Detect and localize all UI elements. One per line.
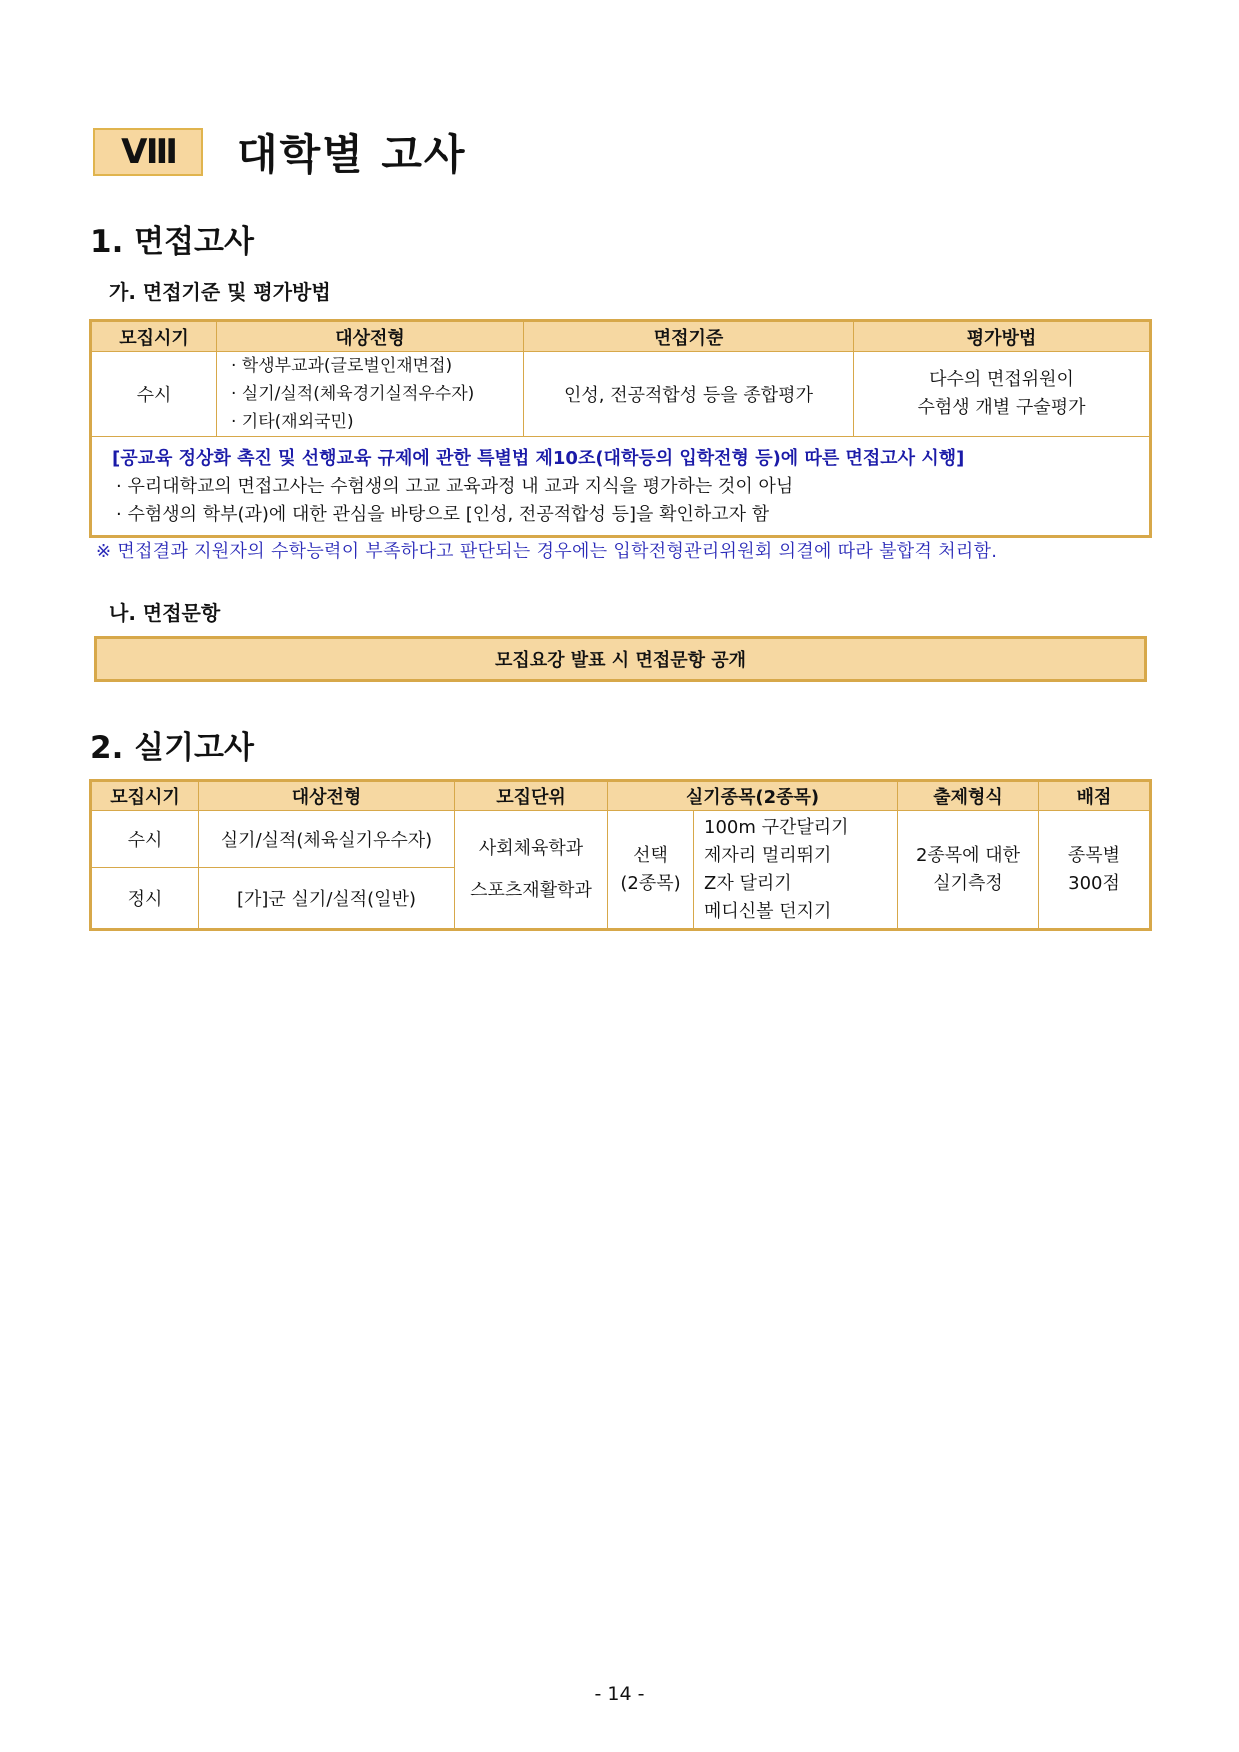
type-list-cell xyxy=(217,352,524,437)
method-cell xyxy=(854,352,1150,437)
header-unit: 모집단위 xyxy=(455,782,608,811)
chapter-number-badge: Ⅷ xyxy=(93,128,203,176)
items-cell xyxy=(694,811,898,929)
header-period: 모집시기 xyxy=(92,782,199,811)
unit-cell xyxy=(455,811,608,929)
format-line: 2종목에 대한 xyxy=(915,844,1021,866)
header-type: 대상전형 xyxy=(199,782,455,811)
subsection-b-title: 나. 면접문항 xyxy=(109,601,221,625)
note-line: · 우리대학교의 면접고사는 수험생의 고교 교육과정 내 교과 지식을 평가하는 것이 아님 xyxy=(116,476,794,497)
unit-line: 스포츠재활학과 xyxy=(470,879,592,901)
type-cell: 실기/실적(체육실기우수자) xyxy=(199,811,455,868)
interview-criteria-table xyxy=(91,321,1150,536)
format-line: 실기측정 xyxy=(933,872,1003,894)
list-item: Z자 달리기 xyxy=(704,872,792,894)
list-item: 제자리 멀리뛰기 xyxy=(704,844,832,866)
note-line: · 수험생의 학부(과)에 대한 관심을 바탕으로 [인성, 전공적합성 등]을 확인하고자 함 xyxy=(116,504,770,525)
score-line: 종목별 xyxy=(1067,844,1121,866)
select-line: 선택 xyxy=(633,844,668,866)
score-cell xyxy=(1039,811,1150,929)
chapter-title: 대학별 고사 xyxy=(237,130,467,179)
format-cell xyxy=(898,811,1039,929)
section-1-title: 1. 면접고사 xyxy=(90,224,254,260)
list-item: 메디신볼 던지기 xyxy=(704,900,832,922)
period-cell: 수시 xyxy=(92,811,199,868)
criteria-cell: 인성, 전공적합성 등을 종합평가 xyxy=(524,352,854,437)
header-period: 모집시기 xyxy=(92,322,217,352)
list-item: · 기타(재외국민) xyxy=(231,412,354,432)
page-number: - 14 - xyxy=(594,1683,645,1705)
interview-question-box: 모집요강 발표 시 면접문항 공개 xyxy=(94,636,1147,682)
table-row xyxy=(92,811,1150,868)
header-format: 출제형식 xyxy=(898,782,1039,811)
footnote: ※ 면접결과 지원자의 수학능력이 부족하다고 판단되는 경우에는 입학전형관리위원회 의결에 따라 불합격 처리함. xyxy=(96,541,998,562)
table-header-row xyxy=(92,322,1150,352)
score-line: 300점 xyxy=(1068,872,1120,894)
unit-line: 사회체육학과 xyxy=(478,837,584,859)
section-2-title: 2. 실기고사 xyxy=(90,730,254,766)
header-items: 실기종목(2종목) xyxy=(608,782,898,811)
header-criteria: 면접기준 xyxy=(524,322,854,352)
header-type: 대상전형 xyxy=(217,322,524,352)
note-title: [공교육 정상화 촉진 및 선행교육 규제에 관한 특별법 제10조(대학등의 입학전형 등)에 따른 면접고사 시행] xyxy=(112,448,965,469)
select-cell xyxy=(608,811,694,929)
period-cell: 정시 xyxy=(92,868,199,929)
list-item: · 실기/실적(체육경기실적우수자) xyxy=(231,384,475,404)
period-cell: 수시 xyxy=(92,352,217,437)
header-score: 배점 xyxy=(1039,782,1150,811)
type-cell: [가]군 실기/실적(일반) xyxy=(199,868,455,929)
subsection-a-title: 가. 면접기준 및 평가방법 xyxy=(109,280,331,304)
method-line: 다수의 면접위원이 xyxy=(929,369,1074,390)
table-row xyxy=(92,352,1150,437)
select-line: (2종목) xyxy=(620,872,681,894)
list-item: · 학생부교과(글로벌인재면접) xyxy=(231,356,453,376)
note-row xyxy=(92,437,1150,536)
header-method: 평가방법 xyxy=(854,322,1150,352)
chapter-heading xyxy=(93,122,466,182)
practical-exam-table xyxy=(91,781,1150,929)
method-line: 수험생 개별 구술평가 xyxy=(917,397,1086,418)
note-cell xyxy=(92,437,1150,536)
list-item: 100m 구간달리기 xyxy=(704,816,849,838)
table-header-row xyxy=(92,782,1150,811)
